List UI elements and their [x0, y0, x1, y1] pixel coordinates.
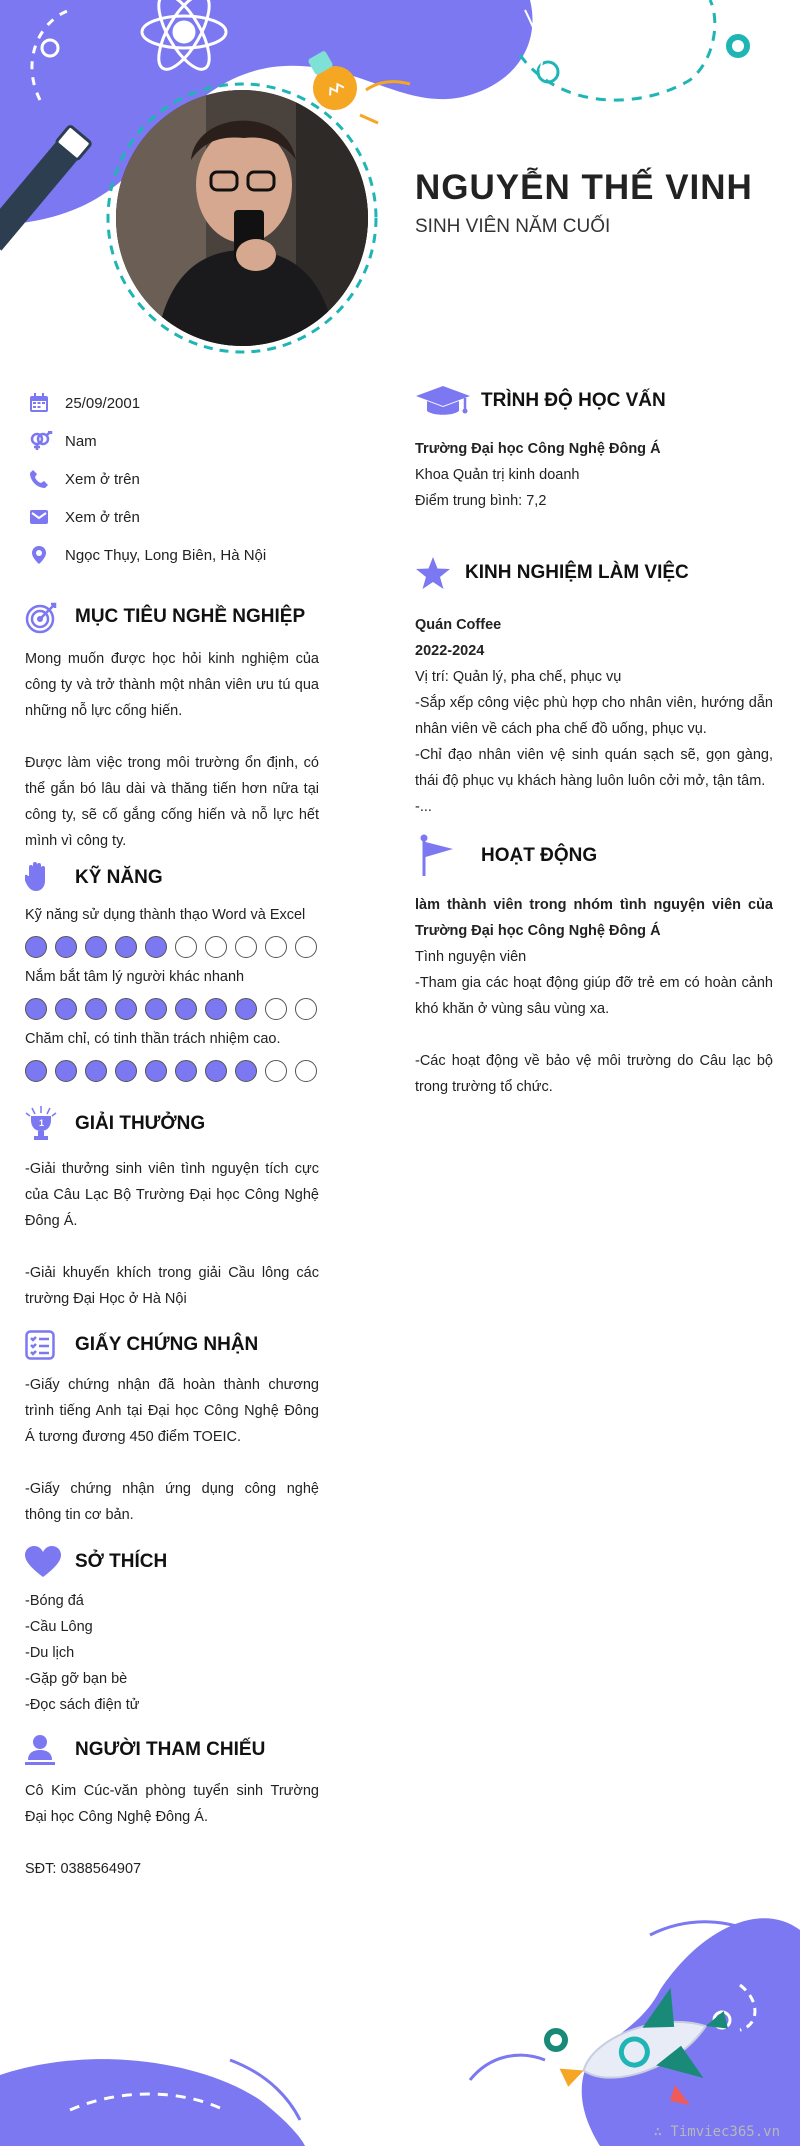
heart-icon: [25, 1546, 75, 1578]
rating-dot-empty: [295, 1060, 317, 1082]
rating-dot-empty: [265, 936, 287, 958]
contact-email: [25, 498, 319, 536]
candidate-role: SINH VIÊN NĂM CUỐI: [415, 216, 611, 237]
work-duty: -Sắp xếp công việc phù hợp cho nhân viên, hướng dẫn nhân viên về cách pha chế đồ uống, phục vụ.: [415, 695, 773, 737]
rating-dot-filled: [85, 998, 107, 1020]
candidate-name: NGUYỄN THẾ VINH: [415, 168, 753, 207]
rating-dot-filled: [25, 936, 47, 958]
work-duty: -...: [415, 799, 432, 815]
skill-item: [25, 964, 319, 1020]
rating-dot-empty: [175, 936, 197, 958]
hobby-item: -Gặp gỡ bạn bè: [25, 1671, 128, 1687]
contact-list: [25, 384, 319, 574]
left-column: [25, 384, 319, 1882]
skill-rating: [25, 998, 319, 1020]
right-column: [415, 384, 773, 1100]
star-icon: [415, 556, 465, 590]
rating-dot-empty: [265, 1060, 287, 1082]
activity-role: Tình nguyện viên: [415, 949, 527, 965]
calendar-icon: [29, 393, 59, 413]
email-icon: [29, 507, 59, 527]
reference-text: Cô Kim Cúc-văn phòng tuyển sinh Trường Đại học Công Nghệ Đông Á.: [25, 1783, 319, 1825]
company-name: Quán Coffee: [415, 617, 502, 633]
rating-dot-empty: [295, 998, 317, 1020]
rating-dot-filled: [205, 1060, 227, 1082]
awards-header: [25, 1104, 319, 1144]
certificates-title: GIẤY CHỨNG NHẬN: [75, 1334, 259, 1355]
flag-icon: [415, 834, 481, 878]
faculty: Khoa Quản trị kinh doanh: [415, 467, 580, 483]
skill-label: Kỹ năng sử dụng thành thạo Word và Excel: [25, 907, 306, 923]
rating-dot-filled: [175, 998, 197, 1020]
skill-label: Chăm chỉ, có tinh thần trách nhiệm cao.: [25, 1031, 281, 1047]
contact-text: Ngọc Thụy, Long Biên, Hà Nội: [65, 546, 267, 564]
rating-dot-filled: [25, 1060, 47, 1082]
contact-text: 25/09/2001: [65, 394, 141, 412]
hobby-item: -Đọc sách điện tử: [25, 1697, 140, 1713]
activities-title: HOẠT ĐỘNG: [481, 845, 598, 866]
rating-dot-filled: [85, 936, 107, 958]
rating-dot-filled: [235, 1060, 257, 1082]
skill-item: [25, 1026, 319, 1082]
activities-header: [415, 834, 773, 878]
hobbies-header: [25, 1546, 319, 1578]
skills-header: [25, 862, 319, 894]
school-name: Trường Đại học Công Nghệ Đông Á: [415, 441, 661, 457]
rating-dot-empty: [295, 936, 317, 958]
checklist-icon: [25, 1330, 75, 1360]
hobby-list: [25, 1588, 319, 1718]
location-pin-icon: [29, 545, 59, 565]
rating-dot-empty: [205, 936, 227, 958]
work-period: 2022-2024: [415, 643, 485, 659]
rating-dot-filled: [235, 998, 257, 1020]
certificates-header: [25, 1330, 319, 1360]
skill-label: Nắm bắt tâm lý người khác nhanh: [25, 969, 245, 985]
objective-text: Mong muốn được học hỏi kinh nghiệm của công ty và trở thành một nhân viên ưu tú qua những nỗ lực cống hiến.: [25, 651, 319, 719]
references-header: [25, 1734, 319, 1766]
skill-rating: [25, 936, 319, 958]
contact-gender: [25, 422, 319, 460]
rating-dot-filled: [205, 998, 227, 1020]
contact-address: [25, 536, 319, 574]
skills-title: KỸ NĂNG: [75, 867, 163, 888]
awards-title: GIẢI THƯỞNG: [75, 1113, 206, 1134]
education-header: [415, 384, 773, 418]
rating-dot-filled: [25, 998, 47, 1020]
skill-list: [25, 902, 319, 1082]
skill-rating: [25, 1060, 319, 1082]
gpa: Điểm trung bình: 7,2: [415, 493, 547, 509]
certificate-text: -Giấy chứng nhận ứng dụng công nghệ thông tin cơ bản.: [25, 1481, 319, 1523]
rating-dot-filled: [85, 1060, 107, 1082]
activity-detail: -Tham gia các hoạt động giúp đỡ trẻ em có hoàn cảnh khó khăn ở vùng sâu vùng xa.: [415, 975, 773, 1017]
work-position: Vị trí: Quản lý, pha chế, phục vụ: [415, 669, 622, 685]
experience-title: KINH NGHIỆM LÀM VIỆC: [465, 562, 689, 583]
svg-text:1: 1: [39, 1118, 45, 1128]
experience-header: [415, 556, 773, 590]
rating-dot-filled: [145, 936, 167, 958]
rating-dot-filled: [55, 936, 77, 958]
skill-item: [25, 902, 319, 958]
target-icon: [25, 600, 75, 634]
objective-header: [25, 600, 319, 634]
rating-dot-filled: [145, 1060, 167, 1082]
rating-dot-filled: [175, 1060, 197, 1082]
references-title: NGƯỜI THAM CHIẾU: [75, 1739, 266, 1760]
contact-birthday: [25, 384, 319, 422]
hobby-item: -Du lịch: [25, 1645, 75, 1661]
certificate-text: -Giấy chứng nhận đã hoàn thành chương trình tiếng Anh tại Đại học Công Nghệ Đông Á tương đương 450 điểm TOEIC.: [25, 1377, 319, 1445]
contact-text: Xem ở trên: [65, 508, 140, 526]
reference-phone: SĐT: 0388564907: [25, 1861, 142, 1877]
avatar: [116, 90, 368, 346]
rating-dot-filled: [115, 1060, 137, 1082]
person-icon: [25, 1734, 75, 1766]
rating-dot-filled: [145, 998, 167, 1020]
hand-icon: [25, 862, 75, 894]
education-title: TRÌNH ĐỘ HỌC VẤN: [481, 390, 666, 411]
rating-dot-filled: [115, 998, 137, 1020]
rating-dot-empty: [235, 936, 257, 958]
hobby-item: -Bóng đá: [25, 1593, 84, 1609]
work-duty: -Chỉ đạo nhân viên vệ sinh quán sạch sẽ, gọn gàng, thái độ phục vụ khách hàng luôn luôn cởi mở, tận tâm.: [415, 747, 773, 789]
contact-text: Xem ở trên: [65, 470, 140, 488]
rating-dot-filled: [55, 998, 77, 1020]
gender-icon: [29, 431, 59, 451]
contact-phone: [25, 460, 319, 498]
award-text: -Giải khuyến khích trong giải Cầu lông các trường Đại Học ở Hà Nội: [25, 1265, 319, 1307]
objective-text: Được làm việc trong môi trường ổn định, có thể gắn bó lâu dài và thăng tiến hơn nữa tại công ty, sẽ cố gắng cống hiến và nỗ lực hết mình vì công ty.: [25, 755, 319, 849]
hobby-item: -Cầu Lông: [25, 1619, 93, 1635]
hobbies-title: SỞ THÍCH: [75, 1551, 168, 1572]
phone-icon: [29, 469, 59, 489]
objective-title: MỤC TIÊU NGHỀ NGHIỆP: [75, 606, 306, 627]
rating-dot-filled: [115, 936, 137, 958]
activity-org: làm thành viên trong nhóm tình nguyện viên của Trường Đại học Công Nghệ Đông Á: [415, 897, 773, 939]
contact-text: Nam: [65, 432, 97, 450]
rating-dot-filled: [55, 1060, 77, 1082]
award-text: -Giải thưởng sinh viên tình nguyện tích cực của Câu Lạc Bộ Trường Đại học Công Nghệ Đông Á.: [25, 1161, 319, 1229]
graduation-cap-icon: [415, 384, 481, 418]
watermark: ∴ Timviec365.vn: [653, 2124, 780, 2140]
trophy-icon: [25, 1104, 75, 1144]
rating-dot-empty: [265, 998, 287, 1020]
activity-detail: -Các hoạt động về bảo vệ môi trường do Câu lạc bộ trong trường tổ chức.: [415, 1053, 773, 1095]
